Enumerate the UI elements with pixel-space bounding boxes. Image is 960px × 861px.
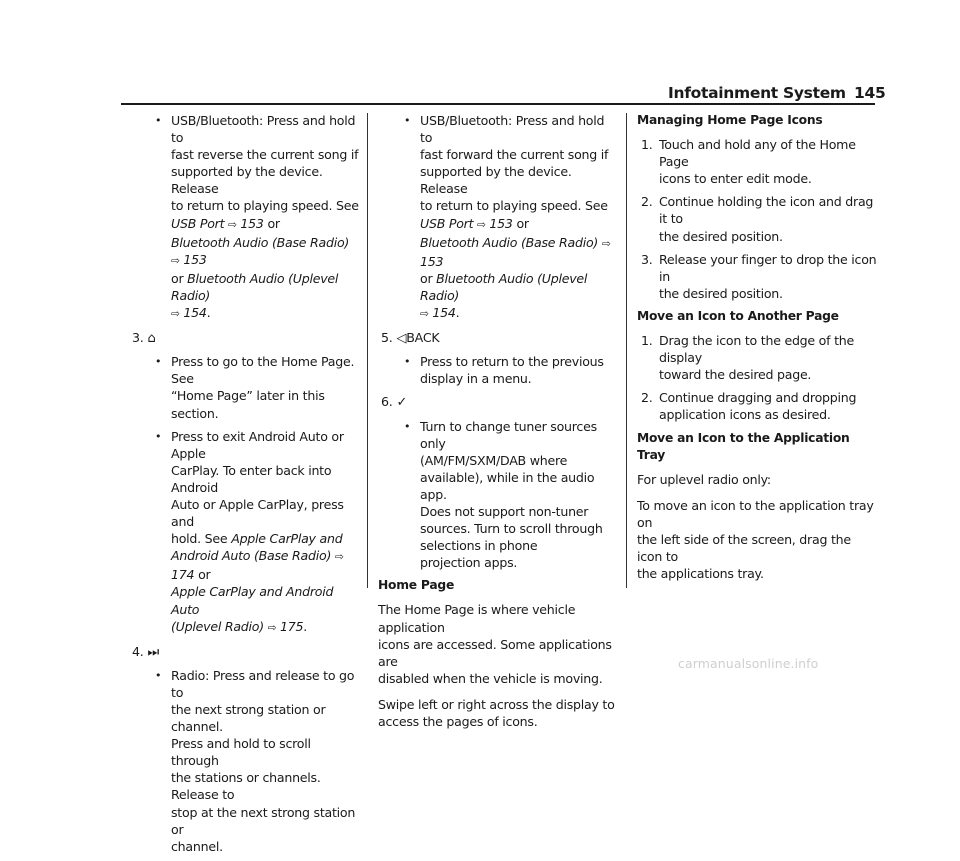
cross-reference-link[interactable]: Apple CarPlay and Android Auto — [171, 584, 334, 617]
list-item: • Press to go to the Home Page. See “Home Page” later in this section. — [155, 354, 355, 421]
home-icon: ⌂ — [147, 331, 156, 347]
paragraph: To move an icon to the application tray on the left side of the screen, drag the icon to the applications tray. — [637, 497, 874, 582]
cross-reference-link[interactable]: Bluetooth Audio (Base Radio) — [420, 234, 599, 250]
column-1 — [121, 112, 361, 861]
section-heading: Home Page — [378, 578, 455, 593]
column-divider-1 — [367, 113, 368, 588]
list-item: • Press to exit Android Auto or Apple CarPlay. To enter back into Android Auto or Apple CarPlay, press and hold. See Apple CarPlay and Android Auto (Base Radio) ⇨ 174 or Apple CarPlay and Android Auto (Uplevel Radio) ⇨ 175. — [155, 428, 344, 634]
list-item: 2. Continue dragging and dropping application icons as desired. — [641, 390, 857, 423]
page-ref-arrow-icon: ⇨ — [267, 621, 277, 634]
bullet-icon: • — [404, 114, 411, 127]
cross-reference-link[interactable]: Bluetooth Audio (Uplevel Radio) — [420, 270, 588, 303]
cross-reference-link[interactable]: Bluetooth Audio (Base Radio) — [171, 234, 350, 250]
list-item: • USB/Bluetooth: Press and hold to fast forward the current song if supported by the device. Release to return to playing speed. See USB Port ⇨ 153 or Bluetooth Audio (Base Radio) ⇨ 153 or Bluetooth Audio (Uplevel Radio) ⇨ 154. — [404, 113, 611, 321]
back-icon: ◁ — [396, 331, 407, 347]
section-heading: Move an Icon to the Application Tray — [637, 430, 850, 462]
page-ref-arrow-icon: ⇨ — [171, 254, 180, 267]
list-item: • Press to return to the previous display in a menu. — [404, 354, 604, 387]
paragraph: The Home Page is where vehicle application icons are accessed. Some applications are disabled when the vehicle is moving. — [378, 602, 612, 686]
bullet-icon: • — [155, 114, 162, 127]
page-number: 145 — [854, 84, 886, 102]
section-title: Infotainment System — [668, 84, 846, 102]
column-2 — [370, 112, 620, 739]
list-item: 3. Release your finger to drop the icon in the desired position. — [641, 251, 877, 301]
list-item: 2. Continue holding the icon and drag it to the desired position. — [641, 194, 874, 244]
page-ref-arrow-icon: ⇨ — [228, 218, 237, 231]
section-heading: Managing Home Page Icons — [637, 113, 823, 127]
page-ref-arrow-icon: ⇨ — [334, 551, 344, 564]
seek-forward-icon: ⏭ — [147, 644, 159, 660]
cross-reference-link[interactable]: USB Port — [420, 215, 474, 231]
cross-reference-link[interactable]: Android Auto (Base Radio) — [171, 548, 332, 564]
header-rule — [121, 103, 875, 105]
list-item: • Radio: Press and release to go to the next strong station or channel. Press and hold to scroll through the stations or channels. Release to stop at the next strong station or channel. — [155, 667, 356, 854]
cross-reference-link[interactable]: Bluetooth Audio (Uplevel Radio) — [171, 270, 339, 303]
page-ref-arrow-icon: ⇨ — [601, 237, 611, 250]
list-item: • USB/Bluetooth: Press and hold to fast reverse the current song if supported by the device. Release to return to playing speed. See USB Port ⇨ 153 or Bluetooth Audio (Base Radio) ⇨ 153 or Bluetooth Audio (Uplevel Radio) ⇨ 154. — [155, 113, 359, 321]
paragraph: For uplevel radio only: — [637, 471, 771, 487]
bullet-icon: • — [404, 355, 411, 369]
page-ref-arrow-icon: ⇨ — [477, 218, 486, 231]
numbered-item: 3. ⌂ — [132, 330, 156, 347]
numbered-item: 4. ⏭ — [132, 643, 159, 660]
numbered-item: 5. ◁BACK — [381, 330, 440, 347]
watermark: carmanualsonline.info — [678, 656, 819, 671]
page-ref-arrow-icon: ⇨ — [171, 308, 180, 321]
paragraph: Swipe left or right across the display to access the pages of icons. — [378, 696, 615, 729]
section-heading: Move an Icon to Another Page — [637, 308, 839, 323]
check-icon: ✓ — [396, 395, 408, 411]
numbered-item: 6. ✓ — [381, 394, 408, 411]
page-ref-arrow-icon: ⇨ — [420, 308, 429, 321]
cross-reference-link[interactable]: (Uplevel Radio) — [171, 618, 264, 634]
cross-reference-link[interactable]: USB Port — [171, 215, 225, 231]
bullet-icon: • — [155, 355, 162, 369]
column-3 — [629, 112, 879, 591]
list-item: • Turn to change tuner sources only (AM/FM/SXM/DAB where available), while in the audio app. Does not support non-tuner sources. Turn to scroll through selections in phone projection apps. — [404, 418, 603, 571]
list-item: 1. Touch and hold any of the Home Page icons to enter edit mode. — [641, 137, 856, 187]
column-divider-2 — [626, 113, 627, 588]
cross-reference-link[interactable]: Apple CarPlay and — [231, 531, 343, 547]
bullet-icon: • — [155, 668, 162, 682]
bullet-icon: • — [404, 419, 411, 433]
bullet-icon: • — [155, 429, 162, 443]
list-item: 1. Drag the icon to the edge of the display toward the desired page. — [641, 333, 854, 383]
